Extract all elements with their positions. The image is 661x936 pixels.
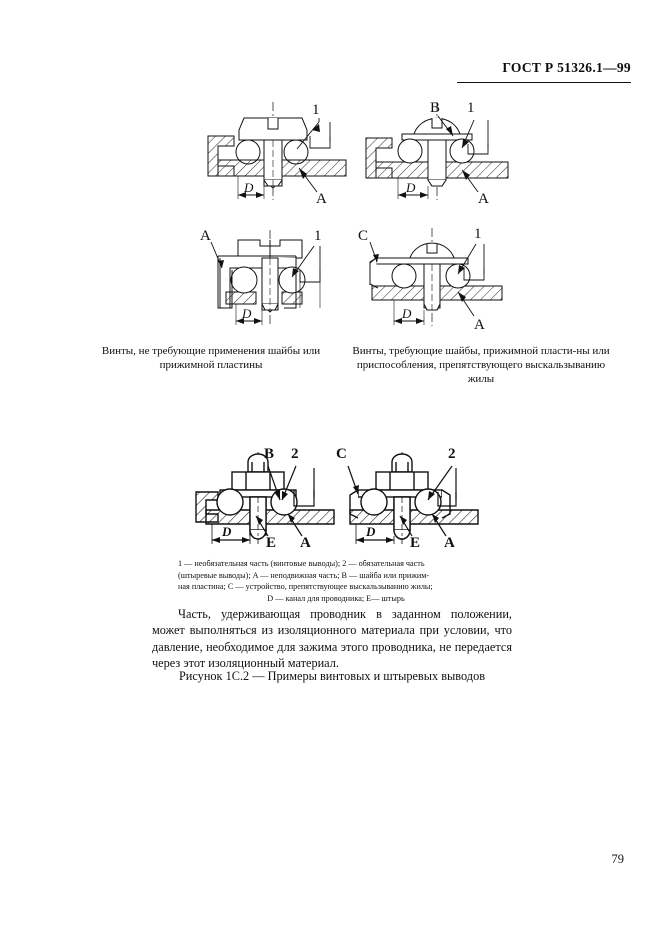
figure-label-B: B: [264, 446, 275, 462]
figure-label-A: A: [200, 228, 211, 244]
figure-label-C: C: [336, 446, 347, 462]
figure-screw-no-washer-pan-head: [186, 96, 361, 206]
legend-line-4: D — канал для проводника; E— штырь: [267, 593, 405, 603]
figure-label-D: D: [244, 180, 254, 195]
figure-label-E: E: [266, 535, 277, 549]
figure-stud-with-washer: [188, 444, 348, 549]
figure-label-A: A: [300, 535, 311, 549]
figure-label-1: 1: [314, 228, 322, 244]
figure-label-D: D: [402, 306, 412, 321]
figure-label-A: A: [316, 191, 327, 206]
figure-screw-in-bracket: [186, 222, 361, 332]
figure-caption: Рисунок 1С.2 — Примеры винтовых и штыревых выводов: [178, 669, 486, 683]
figure-label-B: B: [430, 100, 441, 116]
caption-left: Винты, не требующие применения шайбы или прижимной пластины: [101, 345, 321, 371]
figure-label-D: D: [242, 306, 252, 321]
figure-label-1: 1: [474, 226, 482, 242]
legend-line-1: 1 — необязательная часть (винтовые выводы); 2 — обязательная часть: [178, 559, 425, 568]
figure-label-A: A: [474, 317, 485, 332]
standard-header: ГОСТ Р 51326.1—99: [502, 60, 631, 75]
figure-label-D: D: [406, 180, 416, 195]
figure-stud-with-antislip: [330, 444, 490, 549]
header-rule: [457, 82, 631, 83]
figure-label-2: 2: [291, 446, 299, 462]
legend-line-2: (штыревые выводы); A — неподвижная часть; B — шайба или прижим-: [178, 570, 430, 580]
legend-line-3: ная пластина; C — устройство, препятствующее выскальзыванию жилы;: [178, 582, 433, 592]
page-number: 79: [611, 852, 624, 866]
figure-label-D: D: [366, 524, 376, 539]
figure-screw-with-washer: [350, 96, 525, 206]
figure-label-C: C: [358, 228, 369, 244]
figure-label-1: 1: [312, 102, 320, 118]
body-paragraph: Часть, удерживающая проводник в заданном положении, может выполняться из изоляционного материала при условии, что давление, необходимое для зажима этого проводника, не передается через этот изоляционный материал.: [152, 607, 512, 671]
caption-right: Винты, требующие шайбы, прижимной пласти-ны или приспособления, препятствующего выскальзыванию жилы: [352, 345, 610, 385]
figure-label-A: A: [444, 535, 455, 549]
figure-screw-with-antislip: [350, 222, 525, 332]
figure-label-2: 2: [448, 446, 456, 462]
figure-label-D: D: [222, 524, 232, 539]
figure-label-A: A: [478, 191, 489, 206]
figure-legend: [178, 558, 494, 604]
figure-label-1: 1: [467, 100, 475, 116]
figure-label-E: E: [410, 535, 421, 549]
